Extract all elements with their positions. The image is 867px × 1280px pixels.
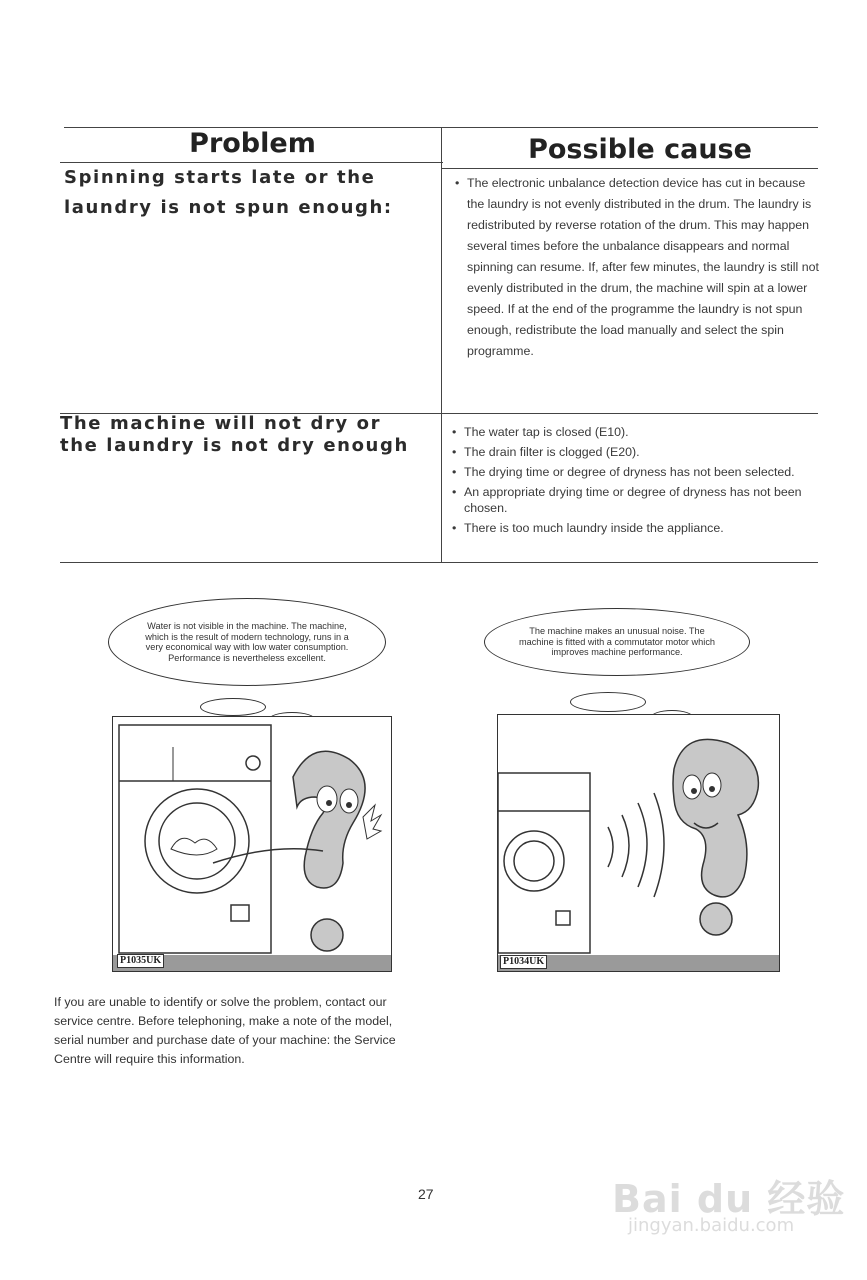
figure-code-label: P1034UK: [500, 955, 547, 969]
page-number: 27: [418, 1186, 434, 1202]
cause-spinning: [455, 173, 820, 362]
cause-item: • There is too much laundry inside the appliance.: [452, 520, 817, 536]
cause-item: • The electronic unbalance detection device has cut in because the laundry is not evenly distributed in the drum. The laundry is redistributed by reverse rotation of the drum. This may happen several times before the unbalance disappears and normal spinning can resume. If, after few minutes, the laundry is still not evenly distributed in the drum, the machine will spin at a lower speed. If at the end of the programme the laundry is not spun enough, redistribute the load manually and select the spin programme.: [455, 173, 820, 362]
speech-bubble-noise: [484, 608, 750, 676]
cause-item: • The drying time or degree of dryness has not been selected.: [452, 464, 817, 480]
bubble-text: The machine makes an unusual noise. The machine is fitted with a commutator motor which improves machine performance.: [518, 626, 716, 658]
thought-puff: [570, 692, 646, 712]
header-problem: Problem: [189, 128, 316, 159]
table-bottom-rule: [60, 562, 818, 563]
watermark-url: jingyan.baidu.com: [628, 1215, 795, 1236]
table-column-divider: [441, 127, 442, 563]
washing-machine-drawing: [498, 715, 779, 971]
problem-drying: The machine will not dry or the laundry is not dry enough: [60, 413, 409, 456]
watermark-brand: Bai du 经验: [612, 1177, 846, 1221]
header-rule-right: [441, 168, 818, 169]
speech-bubble-water: [108, 598, 386, 686]
illustration-frame-noise: [497, 714, 780, 972]
service-centre-note: If you are unable to identify or solve the problem, contact our service centre. Before telephoning, make a note of the model, serial number and purchase date of your machine: the Service Centre will require this information.: [54, 995, 396, 1066]
washing-machine-drawing: [113, 717, 391, 971]
header-possible-cause: Possible cause: [528, 134, 752, 165]
problem-spinning: Spinning starts late or the laundry is not spun enough:: [64, 167, 393, 218]
illustration-frame-water: [112, 716, 392, 972]
figure-code-label: P1035UK: [117, 954, 164, 968]
cause-item: • The drain filter is clogged (E20).: [452, 444, 817, 460]
cause-item: • The water tap is closed (E10).: [452, 424, 817, 440]
bubble-text: Water is not visible in the machine. The machine, which is the result of modern technology, runs in a very economical way with low water consumption. Performance is nevertheless excellent.: [145, 621, 349, 663]
cause-item: • An appropriate drying time or degree of dryness has not been chosen.: [452, 484, 817, 516]
cause-drying: [452, 424, 817, 540]
thought-puff: [200, 698, 266, 716]
